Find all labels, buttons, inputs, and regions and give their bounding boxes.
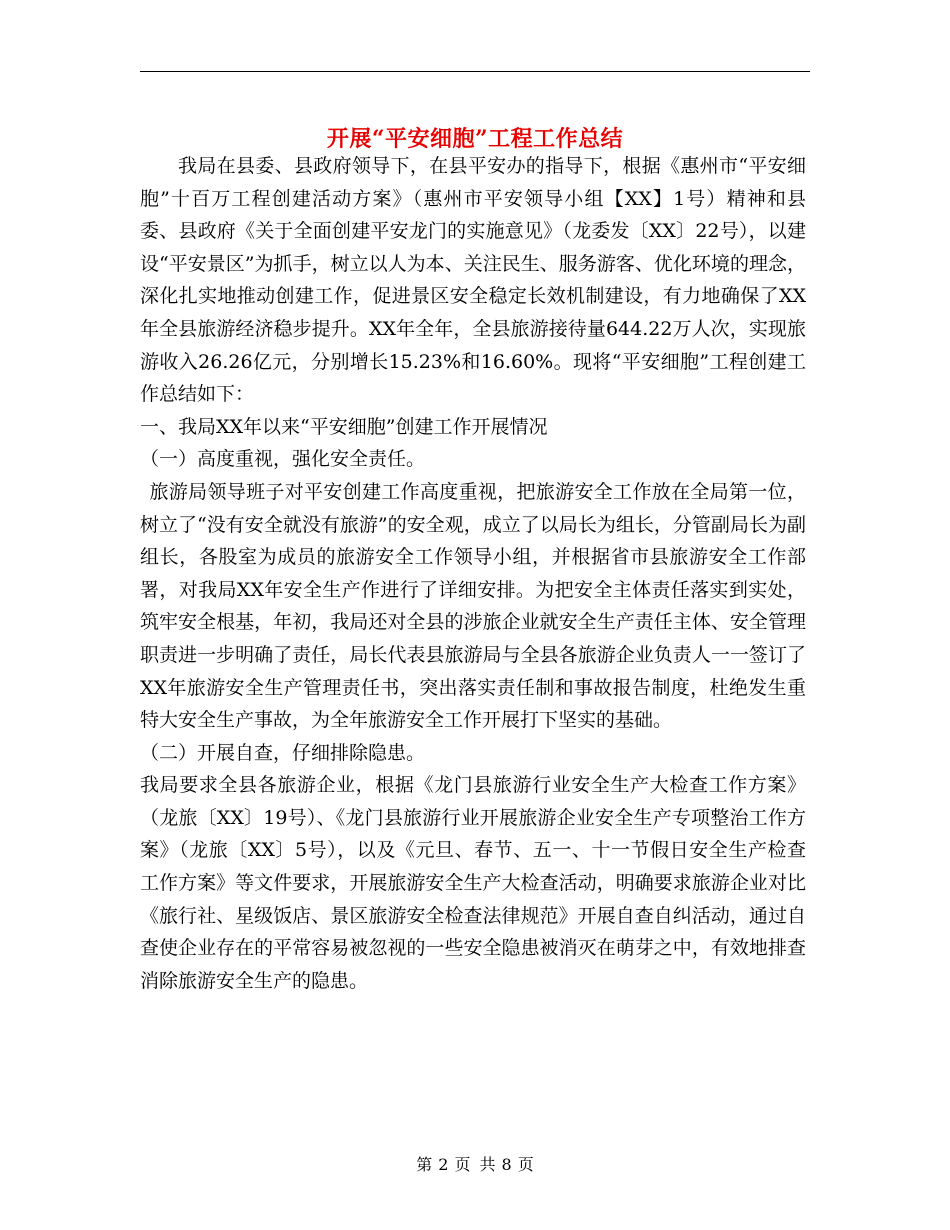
section-heading-1: 一、我局XX年以来“平安细胞”创建工作开展情况 [140, 415, 548, 438]
document-title: 开展“平安细胞”工程工作总结 [326, 125, 624, 152]
footer-suffix: 页 [517, 1155, 534, 1174]
page-footer [0, 1153, 950, 1177]
subsection-heading-1: （一）高度重视，强化安全责任。 [140, 448, 426, 471]
header-rule [140, 71, 810, 72]
body-paragraph-1: 旅游局领导班子对平安创建工作高度重视，把旅游安全工作放在全局第一位，树立了“没有安全就没有旅游”的安全观，成立了以局长为组长，分管副局长为副组长，各股室为成员的旅游安全工作领导小组，并根据省市县旅游安全工作部署，对我局XX年安全生产作进行了详细安排。为把安全主体责任落实到实处，筑牢安全根基，年初，我局还对全县的涉旅企业就安全生产责任主体、安全管理职责进一步明确了责任，局长代表县旅游局与全县各旅游企业负责人一一签订了XX年旅游安全生产管理责任书，突出落实责任制和事故报告制度，杜绝发生重特大安全生产事故，为全年旅游安全工作开展打下坚实的基础。 [140, 480, 806, 732]
intro-paragraph: 我局在县委、县政府领导下，在县平安办的指导下，根据《惠州市“平安细胞”十百万工程创建活动方案》（惠州市平安领导小组【XX】1号）精神和县委、县政府《关于全面创建平安龙门的实施意见》（龙委发〔XX〕22号），以建设“平安景区”为抓手，树立以人为本、关注民生、服务游客、优化环境的理念，深化扎实地推动创建工作，促进景区安全稳定长效机制建设，有力地确保了XX年全县旅游经济稳步提升。XX年全年，全县旅游接待量644.22万人次，实现旅游收入26.26亿元，分别增长15.23%和16.60%。现将“平安细胞”工程创建工作总结如下： [140, 155, 806, 406]
footer-total-pages: 8 [501, 1155, 512, 1174]
footer-page-number: 2 [438, 1155, 449, 1174]
body-paragraph-2: 我局要求全县各旅游企业，根据《龙门县旅游行业安全生产大检查工作方案》（龙旅〔XX〕19号）、《龙门县旅游行业开展旅游企业安全生产专项整治工作方案》（龙旅〔XX〕5号），以及《元旦、春节、五一、十一节假日安全生产检查工作方案》等文件要求，开展旅游安全生产大检查活动，明确要求旅游企业对比《旅行社、星级饭店、景区旅游安全检查法律规范》开展自查自纠活动，通过自查使企业存在的平常容易被忽视的一些安全隐患被消灭在萌芽之中，有效地排查消除旅游安全生产的隐患。 [140, 774, 806, 992]
subsection-heading-2: （二）开展自查，仔细排除隐患。 [140, 741, 426, 764]
footer-prefix: 第 [416, 1155, 433, 1174]
document-body [140, 150, 806, 997]
footer-middle: 页 共 [454, 1155, 496, 1174]
